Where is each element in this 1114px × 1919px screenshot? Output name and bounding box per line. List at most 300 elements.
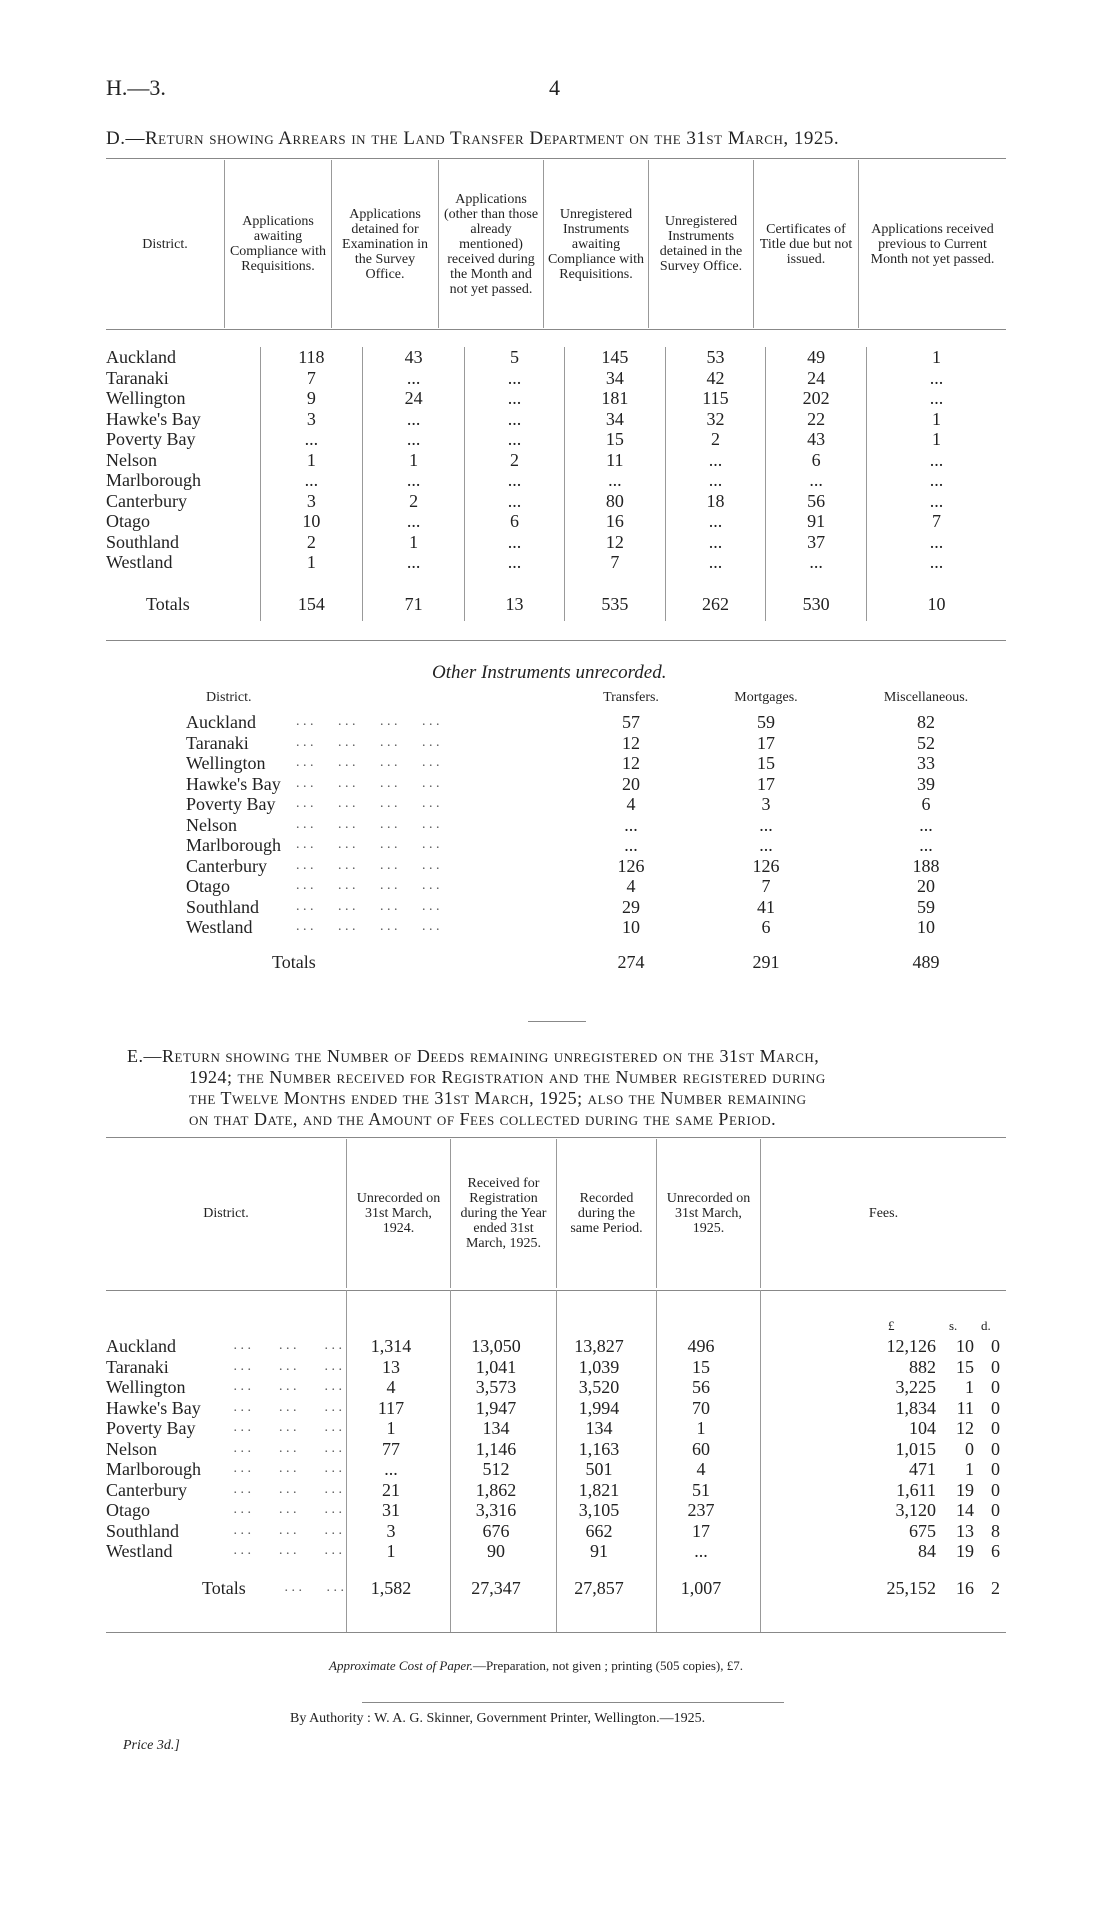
- table-cell: 115: [665, 388, 766, 409]
- leader-dots: . . . . . .: [284, 1579, 344, 1595]
- table-cell: 41: [757, 896, 775, 917]
- table-cell: 1,947: [475, 1397, 517, 1418]
- table-cell: 291: [752, 951, 780, 972]
- district-name: Wellington: [106, 388, 186, 409]
- fee-cell: 1,834: [895, 1397, 936, 1418]
- table-cell: ...: [694, 1541, 708, 1561]
- cost-note: [329, 1658, 743, 1674]
- table-d-column-header: Applications (other than those already mentioned) received during the Month and not yet passed.: [438, 160, 543, 328]
- other-column-header: Mortgages.: [734, 690, 798, 705]
- table-cell: ...: [363, 409, 465, 430]
- table-row: [106, 1521, 1006, 1542]
- leader-dots: . . . . . . . . .: [233, 1461, 342, 1476]
- table-cell: 2: [665, 429, 766, 450]
- table-cell: 1,314: [370, 1336, 412, 1356]
- fee-cell: 1: [965, 1377, 974, 1397]
- leader-dots: . . . . . . . . . . . .: [296, 837, 440, 852]
- table-cell: 3,105: [578, 1500, 620, 1520]
- table-cell: 60: [692, 1438, 710, 1459]
- fee-cell: 8: [991, 1520, 1000, 1541]
- fee-cell: 0: [991, 1418, 1000, 1438]
- table-cell: 126: [752, 855, 780, 876]
- table-d-column-header: District.: [142, 236, 188, 252]
- leader-dots: . . . . . . . . .: [233, 1522, 342, 1538]
- table-cell: 7: [866, 511, 1006, 532]
- table-e-column-header: Recorded during the same Period.: [556, 1139, 656, 1288]
- table-cell: 80: [565, 491, 666, 512]
- other-column-header: District.: [206, 690, 252, 705]
- district-name: Canterbury: [106, 1479, 187, 1500]
- table-cell: 134: [482, 1418, 510, 1438]
- table-d-header-rule: [106, 329, 1006, 330]
- table-row: [106, 347, 1006, 368]
- district-name: Taranaki: [106, 1356, 169, 1377]
- district-name: Nelson: [106, 449, 157, 470]
- table-cell: 1,039: [578, 1356, 620, 1377]
- table-cell: 3,316: [475, 1500, 517, 1520]
- table-cell: 13,827: [574, 1336, 624, 1356]
- list-item: [186, 876, 1026, 897]
- table-e-title: [127, 1046, 826, 1130]
- fee-cell: 1,611: [896, 1479, 936, 1500]
- table-cell: 535: [565, 573, 666, 621]
- table-cell: 57: [622, 712, 640, 732]
- table-cell: 21: [382, 1479, 400, 1500]
- table-cell: 530: [766, 573, 867, 621]
- table-cell: 3: [260, 491, 362, 512]
- list-item: [186, 733, 1026, 754]
- table-e-column-header: Unrecorded on 31st March, 1924.: [346, 1139, 450, 1288]
- fee-cell: 0: [991, 1336, 1000, 1356]
- table-cell: ...: [866, 470, 1006, 491]
- leader-dots: . . . . . . . . .: [233, 1440, 342, 1456]
- table-cell: 13: [465, 573, 565, 621]
- table-cell: 1: [363, 450, 465, 471]
- fee-cell: 3,225: [895, 1377, 936, 1397]
- other-table: [186, 690, 1026, 992]
- table-cell: 202: [766, 388, 867, 409]
- page-number: 4: [549, 75, 560, 100]
- table-cell: 1,994: [578, 1397, 620, 1418]
- table-cell: 262: [665, 573, 766, 621]
- table-cell: 154: [260, 573, 362, 621]
- other-column-header: Transfers.: [603, 690, 659, 705]
- table-cell: 77: [382, 1438, 400, 1459]
- table-cell: 126: [617, 855, 645, 876]
- table-cell: 4: [696, 1459, 706, 1479]
- table-cell: 1,041: [475, 1356, 517, 1377]
- table-cell: 7: [260, 368, 362, 389]
- district-name: Totals: [146, 593, 190, 614]
- table-row: [106, 1500, 1006, 1521]
- district-name: Totals: [202, 1577, 246, 1598]
- table-cell: 90: [487, 1541, 505, 1561]
- report-code: H.—3.: [106, 75, 166, 100]
- fee-cell: 882: [909, 1356, 936, 1377]
- other-header-row: [186, 690, 1026, 712]
- district-name: Marlborough: [186, 835, 281, 855]
- table-row: [106, 1377, 1006, 1398]
- table-cell: ...: [465, 470, 565, 491]
- fee-cell: 19: [956, 1479, 974, 1500]
- table-cell: 12: [622, 732, 640, 753]
- table-row: [106, 1459, 1006, 1480]
- table-d-column-header: Applications detained for Examination in the Survey Office.: [331, 160, 438, 328]
- table-row: [106, 1541, 1006, 1562]
- table-cell: 13,050: [471, 1336, 521, 1356]
- table-cell: 134: [585, 1418, 613, 1438]
- district-name: Southland: [106, 531, 180, 552]
- fee-cell: 14: [956, 1500, 974, 1520]
- list-item: [186, 897, 1026, 918]
- district-name: Poverty Bay: [106, 429, 196, 450]
- table-cell: 3,573: [475, 1377, 517, 1397]
- table-cell: 12: [622, 753, 640, 773]
- table-cell: 188: [912, 855, 940, 876]
- fee-cell: 675: [909, 1520, 936, 1541]
- fee-unit-label: £: [888, 1318, 895, 1333]
- list-item: [186, 774, 1026, 795]
- table-cell: 18: [665, 491, 766, 512]
- table-row: [106, 511, 1006, 532]
- cost-text: —Preparation, not given ; printing (505 copies), £7.: [472, 1658, 744, 1673]
- table-cell: 1: [260, 450, 362, 471]
- table-row: [106, 388, 1006, 409]
- leader-dots: . . . . . . . . .: [233, 1420, 342, 1435]
- table-cell: 10: [260, 511, 362, 532]
- fee-cell: 0: [991, 1438, 1000, 1459]
- district-name: Westland: [106, 552, 173, 573]
- table-cell: 53: [665, 347, 766, 368]
- table-cell: 3: [260, 409, 362, 430]
- table-cell: 29: [622, 896, 640, 917]
- table-e-column-header: Unrecorded on 31st March, 1925.: [656, 1139, 760, 1288]
- list-item: [186, 917, 1026, 938]
- table-e-column-header: Received for Registration during the Year ended 31st March, 1925.: [450, 1139, 556, 1288]
- district-name: Hawke's Bay: [106, 408, 201, 429]
- table-cell: 2: [465, 450, 565, 471]
- table-cell: 56: [692, 1377, 710, 1397]
- table-d-body: [106, 347, 1006, 621]
- table-cell: 33: [917, 753, 935, 773]
- table-cell: 237: [687, 1500, 715, 1520]
- table-cell: ...: [465, 368, 565, 389]
- table-cell: 6: [766, 450, 867, 471]
- other-title: Other Instruments unrecorded.: [432, 662, 667, 683]
- fee-unit-label: d.: [981, 1318, 991, 1333]
- table-row: [106, 491, 1006, 512]
- table-cell: ...: [465, 429, 565, 450]
- leader-dots: . . . . . . . . .: [233, 1481, 342, 1497]
- table-cell: ...: [565, 470, 666, 491]
- table-d-header: [106, 160, 1006, 328]
- table-cell: ...: [363, 429, 465, 450]
- table-cell: 181: [565, 388, 666, 409]
- table-cell: ...: [624, 814, 638, 835]
- fee-cell: 0: [991, 1397, 1000, 1418]
- table-cell: ...: [260, 470, 362, 491]
- fee-cell: 25,152: [886, 1577, 936, 1598]
- fee-cell: 6: [991, 1541, 1000, 1561]
- table-row: [106, 1480, 1006, 1501]
- table-cell: ...: [465, 491, 565, 512]
- table-cell: 1,146: [475, 1438, 517, 1459]
- table-cell: 2: [363, 491, 465, 512]
- table-row: [106, 1336, 1006, 1357]
- table-cell: 1,821: [578, 1479, 620, 1500]
- table-cell: 501: [585, 1459, 613, 1479]
- fee-cell: 0: [991, 1479, 1000, 1500]
- district-name: Westland: [106, 1541, 173, 1561]
- table-cell: 489: [912, 951, 940, 972]
- table-cell: 1: [866, 347, 1006, 368]
- district-name: Westland: [186, 917, 253, 937]
- table-row: [106, 470, 1006, 491]
- table-cell: 496: [687, 1336, 715, 1356]
- table-row: [106, 552, 1006, 573]
- table-d-title: D.—Return showing Arrears in the Land Transfer Department on the 31st March, 1925.: [106, 128, 840, 149]
- table-e-top-rule: [106, 1137, 1006, 1138]
- fee-cell: 11: [956, 1397, 974, 1418]
- table-cell: ...: [866, 532, 1006, 553]
- table-cell: 512: [482, 1459, 510, 1479]
- district-name: Auckland: [186, 712, 256, 732]
- table-cell: 10: [866, 573, 1006, 621]
- authority-rule: [362, 1702, 784, 1703]
- table-cell: 1,862: [475, 1479, 517, 1500]
- table-cell: ...: [363, 368, 465, 389]
- district-name: Hawke's Bay: [106, 1397, 201, 1418]
- table-e-column-header: District.: [203, 1206, 249, 1221]
- fee-cell: 104: [909, 1418, 936, 1438]
- leader-dots: . . . . . . . . . . . .: [296, 755, 440, 770]
- table-cell: 4: [626, 876, 636, 896]
- leader-dots: . . . . . . . . . . . .: [296, 816, 440, 832]
- table-cell: 59: [917, 896, 935, 917]
- list-item: [186, 712, 1026, 733]
- table-d-column-header: Unregistered Instruments awaiting Compliance with Requisitions.: [543, 160, 648, 328]
- table-cell: 7: [761, 876, 771, 896]
- table-cell: ...: [363, 552, 465, 573]
- leader-dots: . . . . . . . . .: [233, 1379, 342, 1394]
- table-cell: ...: [766, 470, 867, 491]
- table-d-totals-row: [106, 573, 1006, 621]
- table-e-totals-row: [106, 1562, 1006, 1604]
- fee-cell: 12: [956, 1418, 974, 1438]
- table-cell: 274: [617, 951, 645, 972]
- leader-dots: . . . . . . . . . . . .: [296, 714, 440, 729]
- table-cell: 5: [465, 347, 565, 368]
- leader-dots: . . . . . . . . .: [233, 1358, 342, 1374]
- table-cell: 16: [565, 511, 666, 532]
- district-name: Southland: [106, 1520, 180, 1541]
- fee-cell: 3,120: [895, 1500, 936, 1520]
- table-cell: 4: [386, 1377, 396, 1397]
- table-cell: ...: [665, 552, 766, 573]
- table-cell: 1: [386, 1541, 396, 1561]
- table-row: [106, 1439, 1006, 1460]
- table-cell: 13: [382, 1356, 400, 1377]
- table-cell: ...: [665, 511, 766, 532]
- district-name: Taranaki: [186, 732, 249, 753]
- table-cell: 17: [757, 773, 775, 794]
- table-cell: 145: [565, 347, 666, 368]
- table-cell: 52: [917, 732, 935, 753]
- fee-cell: 0: [965, 1438, 974, 1459]
- table-cell: ...: [363, 511, 465, 532]
- table-d-top-rule: [106, 158, 1006, 159]
- table-cell: 1: [363, 532, 465, 553]
- table-cell: 1,163: [578, 1438, 620, 1459]
- district-name: Auckland: [106, 347, 176, 368]
- table-row: [106, 1357, 1006, 1378]
- leader-dots: . . . . . . . . .: [233, 1399, 342, 1415]
- district-name: Wellington: [106, 1377, 186, 1397]
- table-cell: 91: [766, 511, 867, 532]
- table-cell: 59: [757, 712, 775, 732]
- table-cell: 6: [921, 794, 931, 814]
- table-cell: 51: [692, 1479, 710, 1500]
- table-cell: 24: [766, 368, 867, 389]
- authority-line: By Authority : W. A. G. Skinner, Government Printer, Wellington.—1925.: [290, 1711, 706, 1726]
- fee-cell: 10: [956, 1336, 974, 1356]
- table-row: [106, 450, 1006, 471]
- price: Price 3d.]: [123, 1738, 180, 1753]
- table-row: [106, 1398, 1006, 1419]
- table-cell: ...: [465, 409, 565, 430]
- leader-dots: . . . . . . . . .: [233, 1502, 342, 1517]
- table-cell: 1: [260, 552, 362, 573]
- district-name: Poverty Bay: [106, 1418, 196, 1438]
- table-cell: 1: [866, 409, 1006, 430]
- leader-dots: . . . . . . . . . . . .: [296, 878, 440, 893]
- table-cell: 1: [696, 1418, 706, 1438]
- table-cell: ...: [260, 429, 362, 450]
- table-e-title-line-1: E.—Return showing the Number of Deeds remaining unregistered on the 31st March,: [127, 1046, 820, 1066]
- table-cell: ...: [766, 552, 867, 573]
- district-name: Totals: [272, 951, 316, 972]
- table-row: [106, 409, 1006, 430]
- table-d-column-header: Applications awaiting Compliance with Requisitions.: [224, 160, 331, 328]
- table-cell: ...: [866, 388, 1006, 409]
- district-name: Southland: [186, 896, 260, 917]
- table-cell: 12: [565, 532, 666, 553]
- table-row: [106, 368, 1006, 389]
- table-cell: 20: [622, 773, 640, 794]
- table-cell: 20: [917, 876, 935, 896]
- leader-dots: . . . . . . . . . . . .: [296, 898, 440, 914]
- district-name: Auckland: [106, 1336, 176, 1356]
- fee-unit-label: s.: [949, 1318, 958, 1333]
- table-e-header: [106, 1139, 1006, 1288]
- fee-cell: 1: [965, 1459, 974, 1479]
- leader-dots: . . . . . . . . .: [233, 1543, 342, 1558]
- fee-cell: 16: [956, 1577, 974, 1598]
- table-cell: 43: [766, 429, 867, 450]
- table-cell: 2: [260, 532, 362, 553]
- table-e-column-header: Fees.: [760, 1139, 1006, 1288]
- leader-dots: . . . . . . . . . . . .: [296, 857, 440, 873]
- district-name: Otago: [106, 1500, 150, 1520]
- table-cell: 17: [757, 732, 775, 753]
- table-cell: 39: [917, 773, 935, 794]
- table-cell: 10: [917, 917, 935, 937]
- table-d-column-header: Certificates of Title due but not issued.: [753, 160, 858, 328]
- table-cell: 10: [622, 917, 640, 937]
- district-name: Otago: [106, 511, 150, 532]
- table-cell: 1,007: [680, 1577, 722, 1598]
- table-d-column-header: Unregistered Instruments detained in the Survey Office.: [648, 160, 753, 328]
- table-cell: 27,857: [574, 1577, 624, 1598]
- table-cell: 34: [565, 368, 666, 389]
- fee-cell: 15: [956, 1356, 974, 1377]
- district-name: Wellington: [186, 753, 266, 773]
- leader-dots: . . . . . . . . . . . .: [296, 775, 440, 791]
- table-e-title-line-4: on that Date, and the Amount of Fees collected during the same Period.: [189, 1109, 777, 1129]
- leader-dots: . . . . . . . . . . . .: [296, 919, 440, 934]
- district-name: Canterbury: [186, 855, 267, 876]
- table-cell: ...: [919, 835, 933, 855]
- table-cell: ...: [665, 532, 766, 553]
- table-e-title-line-3: the Twelve Months ended the 31st March, 1925; also the Number remaining: [189, 1088, 807, 1108]
- separator-rule: [528, 1021, 586, 1022]
- list-item: [186, 794, 1026, 815]
- table-cell: 3: [386, 1520, 396, 1541]
- table-cell: ...: [363, 470, 465, 491]
- table-row: [106, 532, 1006, 553]
- leader-dots: . . . . . . . . . . . .: [296, 796, 440, 811]
- fee-cell: 2: [991, 1577, 1000, 1598]
- leader-dots: . . . . . . . . .: [233, 1338, 342, 1353]
- table-cell: 6: [761, 917, 771, 937]
- table-cell: 22: [766, 409, 867, 430]
- table-e-body: [106, 1318, 1006, 1604]
- table-e-title-line-2: 1924; the Number received for Registration and the Number registered during: [189, 1067, 826, 1087]
- list-item: [186, 856, 1026, 877]
- table-row: [106, 1418, 1006, 1439]
- table-d-bottom-rule: [106, 640, 1006, 641]
- table-cell: 15: [565, 429, 666, 450]
- table-cell: 1,582: [370, 1577, 412, 1598]
- table-cell: ...: [866, 368, 1006, 389]
- district-name: Poverty Bay: [186, 794, 276, 814]
- table-cell: 56: [766, 491, 867, 512]
- fee-units-row: [106, 1318, 1006, 1336]
- table-cell: ...: [866, 450, 1006, 471]
- table-cell: 43: [363, 347, 465, 368]
- fee-cell: 0: [991, 1356, 1000, 1377]
- other-column-header: Miscellaneous.: [883, 690, 969, 705]
- leader-dots: . . . . . . . . . . . .: [296, 734, 440, 750]
- table-cell: 31: [382, 1500, 400, 1520]
- table-cell: 27,347: [471, 1577, 521, 1598]
- table-e-bottom-rule: [106, 1632, 1006, 1633]
- table-cell: 7: [565, 552, 666, 573]
- table-cell: 1: [866, 429, 1006, 450]
- table-cell: 3,520: [578, 1377, 620, 1397]
- table-cell: 42: [665, 368, 766, 389]
- fee-cell: 13: [956, 1520, 974, 1541]
- table-cell: 82: [917, 712, 935, 732]
- district-name: Nelson: [106, 1438, 157, 1459]
- fee-cell: 0: [991, 1500, 1000, 1520]
- district-name: Hawke's Bay: [186, 773, 281, 794]
- district-name: Marlborough: [106, 470, 201, 491]
- district-name: Nelson: [186, 814, 237, 835]
- table-cell: 37: [766, 532, 867, 553]
- table-cell: 71: [363, 573, 465, 621]
- table-cell: 15: [757, 753, 775, 773]
